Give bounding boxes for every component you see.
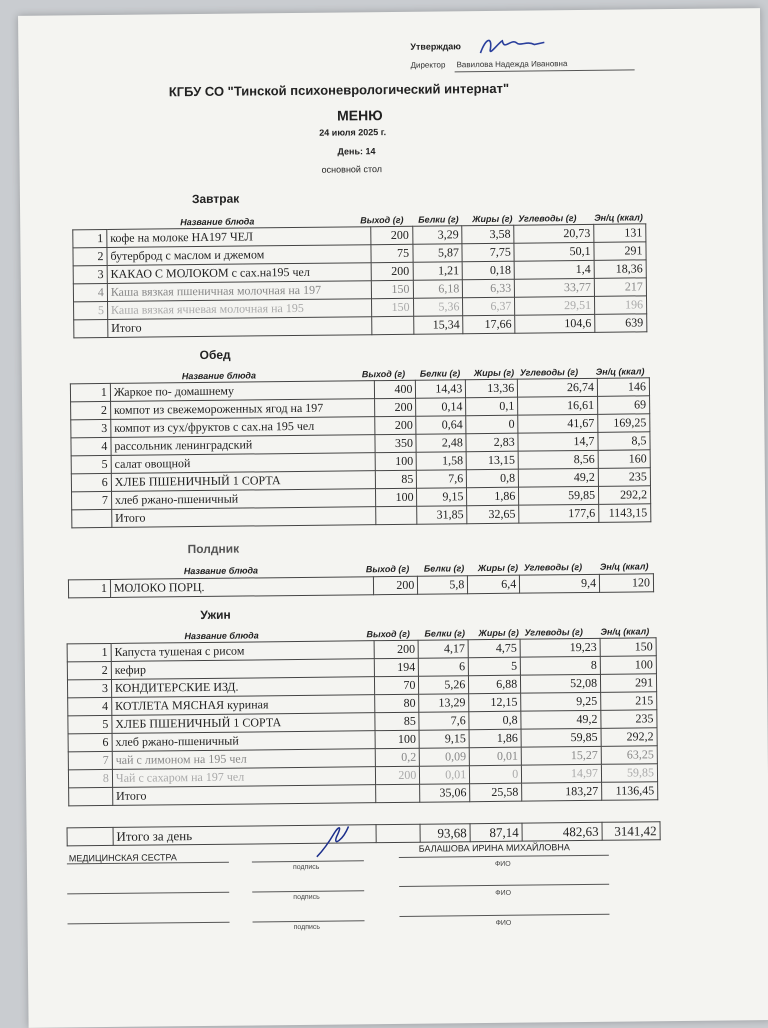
table-cell: 0,09 xyxy=(420,748,470,767)
table-cell: 200 xyxy=(374,398,416,416)
col-energy: Эн/ц (ккал) xyxy=(594,212,643,223)
table-cell: 6,37 xyxy=(463,297,515,316)
col-name: Название блюда xyxy=(184,630,259,642)
col-carb: Углеводы (г) xyxy=(524,627,583,638)
table-cell: 4 xyxy=(73,283,107,301)
table-cell: 35,06 xyxy=(420,784,470,803)
table-cell: кефир xyxy=(111,659,375,680)
table-cell: 33,77 xyxy=(515,278,595,297)
col-carb: Углеводы (г) xyxy=(519,367,579,378)
table-cell: 0,2 xyxy=(376,748,420,766)
table-cell: хлеб ржано-пшеничный xyxy=(111,489,375,510)
table-cell: 1,4 xyxy=(514,260,594,279)
table-cell: 200 xyxy=(371,262,413,280)
table-cell: 5,26 xyxy=(419,676,469,695)
col-energy: Эн/ц (ккал) xyxy=(595,366,645,377)
organization-title: КГБУ СО "Тинской психоневрологический интернат" xyxy=(168,80,510,100)
table-cell: 0 xyxy=(470,765,522,784)
table-cell: 2 xyxy=(71,401,111,419)
table-cell: 6 xyxy=(419,658,469,677)
day-total-row xyxy=(67,822,660,846)
table-cell: 215 xyxy=(601,692,657,711)
table-cell xyxy=(69,787,113,805)
table-cell: 29,51 xyxy=(515,296,595,315)
table-cell: 0,64 xyxy=(416,416,466,435)
table-cell: 400 xyxy=(374,380,416,398)
table-cell: кофе на молоке НА197 ЧЕЛ xyxy=(107,227,371,248)
table-cell xyxy=(375,506,417,524)
table-cell: 0,01 xyxy=(420,766,470,785)
table-cell: 6,4 xyxy=(468,575,520,594)
table-cell: 5,8 xyxy=(418,576,468,595)
nurse-signature xyxy=(312,820,352,860)
day-total-table xyxy=(67,821,661,846)
table-cell: 4,75 xyxy=(468,639,520,658)
table-cell: салат овощной xyxy=(111,453,375,474)
fio-caption: ФИО xyxy=(494,860,511,868)
table-cell: Каша вязкая пшеничная молочная на 197 xyxy=(107,281,371,302)
table-cell: 50,1 xyxy=(514,242,594,261)
table-cell: 13,29 xyxy=(419,694,469,713)
table-cell: 69 xyxy=(598,396,650,415)
table-cell: 9,4 xyxy=(520,574,600,593)
table-cell: 639 xyxy=(595,314,647,333)
table-cell: Итого xyxy=(112,507,376,528)
col-prot: Белки (г) xyxy=(423,563,465,574)
table-cell: 13,36 xyxy=(466,379,518,398)
table-cell: 291 xyxy=(600,674,656,693)
table-cell: МОЛОКО ПОРЦ. xyxy=(110,577,374,598)
col-energy: Эн/ц (ккал) xyxy=(599,561,649,572)
section-dinner: Ужин xyxy=(200,607,231,623)
director-signature xyxy=(476,32,548,61)
table-cell: 100 xyxy=(375,730,419,748)
section-snack: Полдник xyxy=(187,541,240,557)
col-out: Выход (г) xyxy=(360,214,404,226)
col-fat: Жиры (г) xyxy=(472,213,513,225)
col-prot: Белки (г) xyxy=(424,628,466,639)
table-cell: 1,58 xyxy=(417,452,467,471)
nurse-label: МЕДИЦИНСКАЯ СЕСТРА xyxy=(68,852,177,864)
table-cell: Итого xyxy=(108,317,372,338)
table-cell: 15,27 xyxy=(521,746,601,765)
table-cell: 6,88 xyxy=(469,675,521,694)
table-cell: Чай с сахаром на 197 чел xyxy=(112,767,376,788)
table-cell: 7,6 xyxy=(417,470,467,489)
table-cell: 0 xyxy=(466,415,518,434)
page-title: МЕНЮ xyxy=(336,107,383,124)
table-cell: 100 xyxy=(375,452,417,470)
table-cell: 85 xyxy=(375,470,417,488)
table-cell: ХЛЕБ ПШЕНИЧНЫЙ 1 СОРТА xyxy=(112,713,376,734)
table-cell: 80 xyxy=(375,694,419,712)
table-cell: 70 xyxy=(375,676,419,694)
col-fat: Жиры (г) xyxy=(478,627,519,639)
table-row xyxy=(68,574,653,598)
table-cell: 87,14 xyxy=(470,823,522,842)
table-cell: 1143,15 xyxy=(599,504,651,523)
table-cell: КОТЛЕТА МЯСНАЯ куриная xyxy=(112,695,376,716)
table-cell: 3,29 xyxy=(412,226,462,245)
table-cell: 9,15 xyxy=(417,488,467,507)
col-carb: Углеводы (г) xyxy=(518,213,577,224)
table-cell xyxy=(376,784,420,802)
approval-role: Директор xyxy=(410,60,446,70)
table-cell: 16,61 xyxy=(518,396,598,415)
table-cell: 2,48 xyxy=(416,434,466,453)
table-cell: 63,25 xyxy=(601,746,657,765)
section-breakfast: Завтрак xyxy=(191,191,240,207)
approval-label: Утверждаю xyxy=(410,41,462,52)
table-cell: 183,27 xyxy=(522,782,602,801)
table-cell: 292,2 xyxy=(601,728,657,747)
table-cell: КОНДИТЕРСКИЕ ИЗД. xyxy=(111,677,375,698)
table-cell: 19,23 xyxy=(520,638,600,657)
breakfast-table xyxy=(72,223,647,338)
table-cell: компот из свежемороженных ягод на 197 xyxy=(110,399,374,420)
table-cell: 1 xyxy=(70,383,110,401)
table-cell: 292,2 xyxy=(598,486,650,505)
table-cell: 6 xyxy=(68,733,112,751)
table-cell: компот из сух/фруктов с сах.на 195 чел xyxy=(111,417,375,438)
table-cell: 0,8 xyxy=(469,711,521,730)
table-cell: Жаркое по- домашнему xyxy=(110,381,374,402)
table-cell: 3 xyxy=(71,419,111,437)
table-cell: Каша вязкая ячневая молочная на 195 xyxy=(107,299,371,320)
table-cell: 100 xyxy=(600,656,656,675)
table-cell: 9,15 xyxy=(419,730,469,749)
table-cell: хлеб ржано-пшеничный xyxy=(112,731,376,752)
table-cell: 3 xyxy=(73,265,107,283)
table-cell: 200 xyxy=(375,640,419,658)
table-cell: 31,85 xyxy=(417,506,467,525)
table-cell: 194 xyxy=(375,658,419,676)
table-cell: 15,34 xyxy=(413,316,463,335)
table-cell: 0,1 xyxy=(466,397,518,416)
table-cell: 5 xyxy=(469,657,521,676)
table-cell: 6 xyxy=(71,473,111,491)
table-cell: 5,36 xyxy=(413,298,463,317)
table-cell: 169,25 xyxy=(598,414,650,433)
table-cell: 14,97 xyxy=(522,764,602,783)
table-cell: 9,25 xyxy=(521,692,601,711)
table-cell: 177,6 xyxy=(519,504,599,523)
menu-sheet xyxy=(18,8,768,1028)
table-cell: 200 xyxy=(374,576,418,594)
table-cell: Итого за день xyxy=(113,825,377,846)
table-cell: 150 xyxy=(371,298,413,316)
snack-table xyxy=(68,573,654,598)
fio-caption: ФИО xyxy=(495,889,512,897)
col-name: Название блюда xyxy=(181,370,257,382)
table-cell: бутерброд с маслом и джемом xyxy=(107,245,371,266)
table-cell: 1,21 xyxy=(413,262,463,281)
table-cell: 291 xyxy=(594,242,646,261)
table-cell: 350 xyxy=(374,434,416,452)
table-cell xyxy=(74,319,108,337)
table-cell xyxy=(72,509,112,527)
table-cell: 52,08 xyxy=(521,674,601,693)
table-cell: 0,01 xyxy=(469,747,521,766)
table-cell: Итого xyxy=(112,785,376,806)
table-cell: 26,74 xyxy=(518,378,598,397)
sign-caption: подпись xyxy=(292,863,320,872)
table-cell: 25,58 xyxy=(470,783,522,802)
table-cell: 482,63 xyxy=(522,822,602,841)
sign-caption: подпись xyxy=(293,893,320,902)
menu-date: 24 июля 2025 г. xyxy=(319,127,387,138)
table-cell: 1 xyxy=(73,229,107,247)
table-cell: 196 xyxy=(595,296,647,315)
col-prot: Белки (г) xyxy=(418,214,459,225)
col-fat: Жиры (г) xyxy=(477,562,519,574)
approval-name: Вавилова Надежда Ивановна xyxy=(456,59,568,70)
table-cell: 4 xyxy=(68,697,112,715)
table-cell: 59,85 xyxy=(601,764,657,783)
table-cell: 5 xyxy=(71,455,111,473)
table-cell: 7,6 xyxy=(419,712,469,731)
col-prot: Белки (г) xyxy=(419,368,461,379)
table-cell: 7 xyxy=(72,491,112,509)
table-cell: 0,18 xyxy=(463,261,515,280)
dinner-table xyxy=(67,637,659,806)
col-energy: Эн/ц (ккал) xyxy=(600,626,650,637)
table-cell: 5 xyxy=(74,301,108,319)
table-cell: 104,6 xyxy=(515,314,595,333)
table-cell: 2 xyxy=(67,661,111,679)
table-cell: 100 xyxy=(375,488,417,506)
col-out: Выход (г) xyxy=(366,628,410,640)
col-name: Название блюда xyxy=(180,216,255,228)
table-cell: 75 xyxy=(371,244,413,262)
table-cell: 150 xyxy=(371,280,413,298)
table-cell: 8,56 xyxy=(518,450,598,469)
table-cell: 20,73 xyxy=(514,224,594,243)
col-carb: Углеводы (г) xyxy=(523,562,583,573)
table-cell: 235 xyxy=(601,710,657,729)
table-cell: 41,67 xyxy=(518,414,598,433)
table-cell: 1136,45 xyxy=(602,782,658,801)
table-cell: 2,83 xyxy=(466,433,518,452)
sign-caption: подпись xyxy=(293,923,321,932)
table-cell: 17,66 xyxy=(463,315,515,334)
table-cell: 59,85 xyxy=(521,728,601,747)
table-cell: рассольник ленинградский xyxy=(111,435,375,456)
table-cell: 0,8 xyxy=(467,469,519,488)
menu-day: День: 14 xyxy=(337,146,376,157)
table-cell: 1 xyxy=(67,643,111,661)
table-cell: 150 xyxy=(600,638,656,657)
table-cell: 8,5 xyxy=(598,432,650,451)
table-cell: 131 xyxy=(594,224,646,243)
table-cell: 14,7 xyxy=(518,432,598,451)
table-cell: 12,15 xyxy=(469,693,521,712)
col-out: Выход (г) xyxy=(365,563,410,575)
table-cell xyxy=(371,316,413,334)
table-cell: 200 xyxy=(374,416,416,434)
table-cell: 49,2 xyxy=(521,710,601,729)
table-cell: 6,33 xyxy=(463,279,515,298)
table-cell: 200 xyxy=(376,766,420,784)
table-cell: 146 xyxy=(597,378,649,397)
table-cell: Капуста тушеная с рисом xyxy=(111,641,375,662)
table-cell: 3,58 xyxy=(462,225,514,244)
person-name: БАЛАШОВА ИРИНА МИХАЙЛОВНА xyxy=(418,842,570,854)
section-lunch: Обед xyxy=(199,347,231,363)
table-cell: 32,65 xyxy=(467,505,519,524)
table-cell: 8 xyxy=(68,769,112,787)
table-cell: 4 xyxy=(71,437,111,455)
table-cell: 1,86 xyxy=(469,729,521,748)
table-cell: 5 xyxy=(68,715,112,733)
table-cell: 2 xyxy=(73,247,107,265)
table-cell: 93,68 xyxy=(420,824,470,843)
table-cell xyxy=(376,824,420,842)
table-cell: 18,36 xyxy=(594,260,646,279)
table-cell: 13,15 xyxy=(466,451,518,470)
table-cell: 4,17 xyxy=(418,640,468,659)
table-cell: 5,87 xyxy=(412,244,462,263)
table-cell: 200 xyxy=(370,226,412,244)
table-cell: чай с лимоном на 195 чел xyxy=(112,749,376,770)
col-name: Название блюда xyxy=(183,565,259,577)
table-cell: 235 xyxy=(598,468,650,487)
table-cell: ХЛЕБ ПШЕНИЧНЫЙ 1 СОРТА xyxy=(111,471,375,492)
table-cell: 6,18 xyxy=(413,280,463,299)
table-type: основной стол xyxy=(321,164,383,175)
table-cell: 160 xyxy=(598,450,650,469)
table-cell: 0,14 xyxy=(416,398,466,417)
table-cell: 49,2 xyxy=(519,468,599,487)
table-cell: 120 xyxy=(599,574,653,593)
fio-caption: ФИО xyxy=(495,919,512,927)
table-cell: 3141,42 xyxy=(602,822,660,841)
table-cell: 7,75 xyxy=(462,243,514,262)
table-cell: 217 xyxy=(594,278,646,297)
table-cell: 1,86 xyxy=(467,487,519,506)
table-cell: 3 xyxy=(67,679,111,697)
col-fat: Жиры (г) xyxy=(473,367,515,379)
lunch-table xyxy=(70,377,651,528)
table-cell: КАКАО С МОЛОКОМ с сах.на195 чел xyxy=(107,263,371,284)
table-cell: 8 xyxy=(520,656,600,675)
col-out: Выход (г) xyxy=(361,368,406,380)
table-cell xyxy=(67,827,113,845)
table-cell: 1 xyxy=(68,579,110,597)
table-cell: 14,43 xyxy=(416,380,466,399)
table-cell: 59,85 xyxy=(519,486,599,505)
table-cell: 7 xyxy=(68,751,112,769)
table-cell: 85 xyxy=(375,712,419,730)
